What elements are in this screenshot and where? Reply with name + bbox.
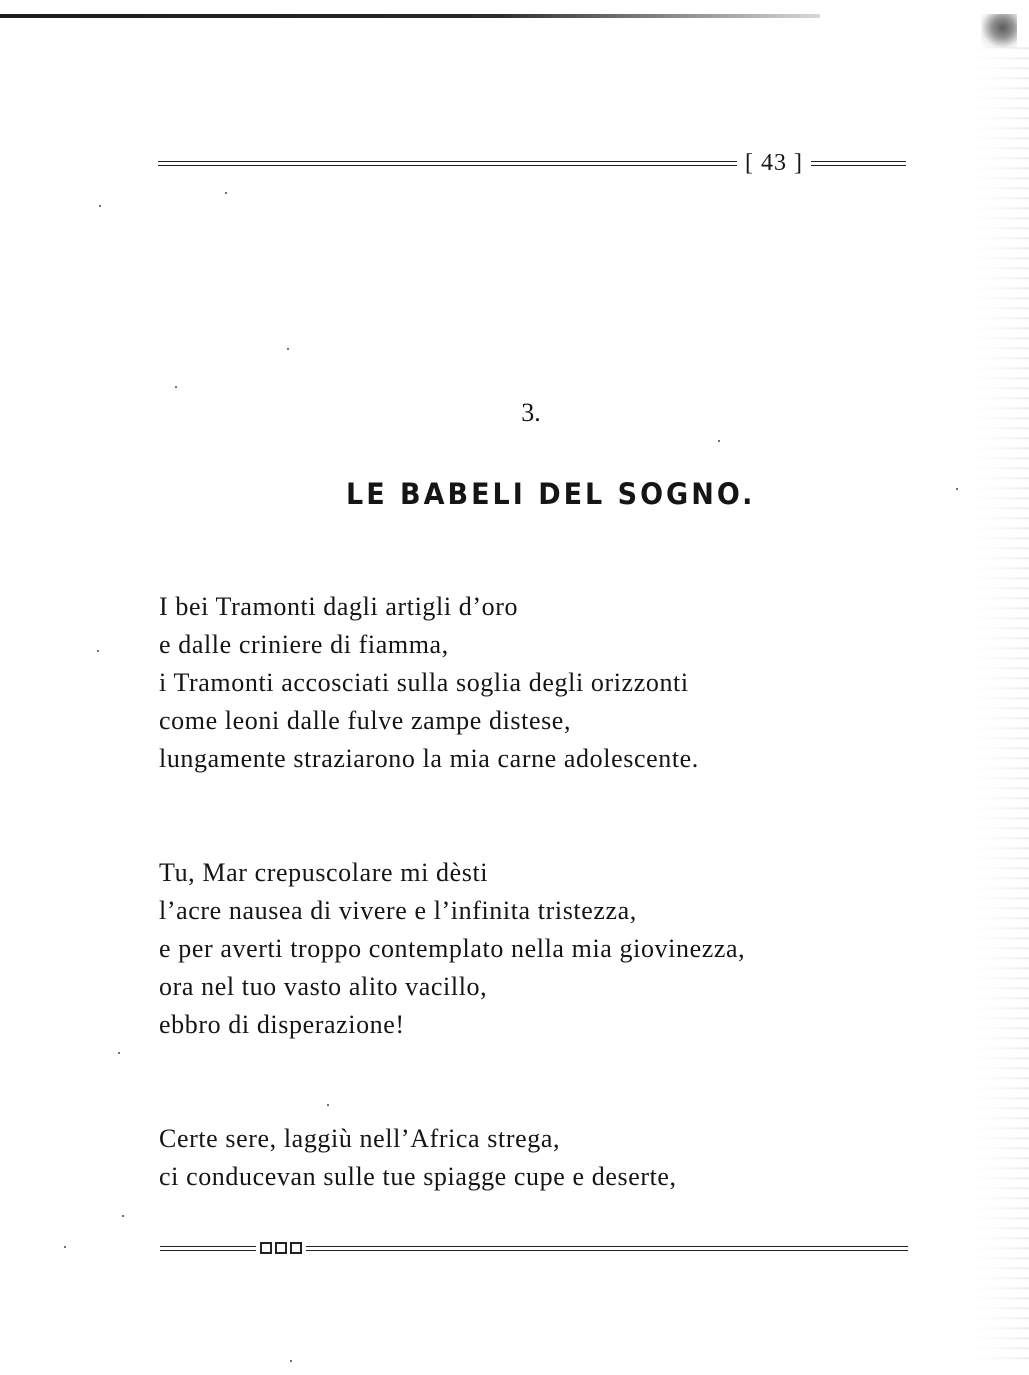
verse-line: i Tramonti accosciati sulla soglia degli orizzonti <box>159 668 689 697</box>
scan-speck <box>97 650 99 652</box>
section-number: 3. <box>521 398 541 427</box>
scan-speck <box>718 440 720 442</box>
stanza <box>159 854 879 1044</box>
scan-speck <box>956 488 958 490</box>
square-icon <box>275 1242 287 1254</box>
footer-rule-left <box>160 1246 256 1251</box>
verse-line: l’acre nausea di vivere e l’infinita tristezza, <box>159 896 637 925</box>
scan-edge-artifact <box>0 14 820 18</box>
scan-speck <box>99 205 101 207</box>
scan-speck <box>64 1246 66 1248</box>
verse-line: e dalle criniere di fiamma, <box>159 630 449 659</box>
header-rule-right <box>811 161 906 166</box>
verse-line: ora nel tuo vasto alito vacillo, <box>159 972 488 1001</box>
verse-line: come leoni dalle fulve zampe distese, <box>159 706 572 735</box>
page-header <box>158 148 906 178</box>
scan-speck <box>175 386 177 388</box>
scan-speck <box>327 1104 329 1106</box>
scan-speck <box>225 192 227 194</box>
square-icon <box>290 1242 302 1254</box>
stanza <box>159 1120 879 1196</box>
scan-speck <box>118 1052 120 1054</box>
stanza <box>159 588 879 778</box>
verse-line: Tu, Mar crepuscolare mi dèsti <box>159 858 489 887</box>
verse-line: ebbro di disperazione! <box>159 1010 405 1039</box>
page-number: [ 43 ] <box>745 150 803 176</box>
verse-line: Certe sere, laggiù nell’Africa strega, <box>159 1124 561 1153</box>
verse-line: lungamente straziarono la mia carne adolescente. <box>159 744 699 773</box>
header-rule-left <box>158 161 737 166</box>
square-icon <box>260 1242 272 1254</box>
scan-speck <box>290 1360 292 1362</box>
verse-line: ci conducevan sulle tue spiagge cupe e deserte, <box>159 1162 677 1191</box>
scan-speck <box>287 348 289 350</box>
square-ornament-icon <box>256 1242 306 1254</box>
poem-title: LE BABELI DEL SOGNO. <box>346 478 756 512</box>
scan-speck <box>122 1215 124 1217</box>
scan-right-edge-artifact <box>969 40 1029 1360</box>
verse-line: e per averti troppo contemplato nella mia giovinezza, <box>159 934 746 963</box>
verse-line: I bei Tramonti dagli artigli d’oro <box>159 592 519 621</box>
page-footer <box>160 1238 908 1258</box>
footer-rule-right <box>306 1246 908 1251</box>
